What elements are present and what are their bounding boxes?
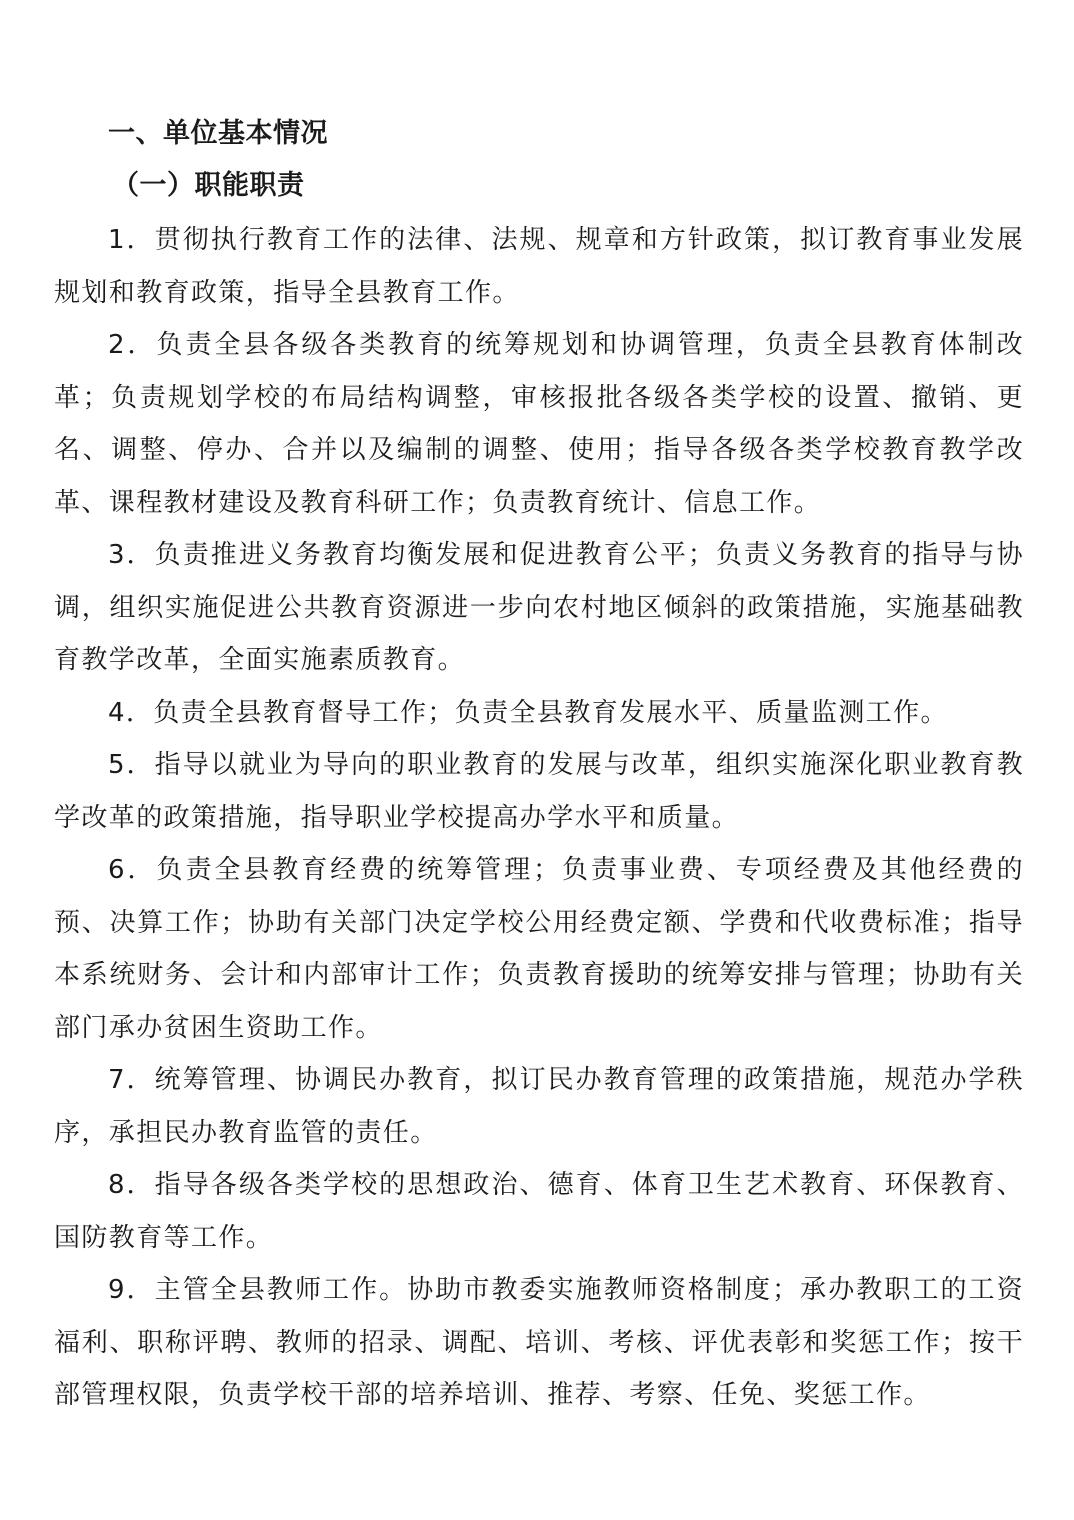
duty-item-4: 4．负责全县教育督导工作；负责全县教育发展水平、质量监测工作。 (108, 697, 948, 728)
section-heading: 一、单位基本情况 (108, 118, 328, 149)
duty-item-1: 1．贯彻执行教育工作的法律、法规、规章和方针政策，拟订教育事业发展规划和教育政策，指导全县教育工作。 (54, 225, 1024, 308)
duty-item-5: 5．指导以就业为导向的职业教育的发展与改革，组织实施深化职业教育教学改革的政策措施，指导职业学校提高办学水平和质量。 (54, 750, 1024, 833)
document-body (54, 108, 1024, 1422)
duty-item-7: 7．统筹管理、协调民办教育，拟订民办教育管理的政策措施，规范办学秩序，承担民办教育监管的责任。 (54, 1065, 1024, 1148)
subsection-heading: （一）职能职责 (112, 170, 305, 201)
duty-item-2: 2．负责全县各级各类教育的统筹规划和协调管理，负责全县教育体制改革；负责规划学校的布局结构调整，审核报批各级各类学校的设置、撤销、更名、调整、停办、合并以及编制的调整、使用；指导各级各类学校教育教学改革、课程教材建设及教育科研工作；负责教育统计、信息工作。 (54, 330, 1024, 518)
duty-item-3: 3．负责推进义务教育均衡发展和促进教育公平；负责义务教育的指导与协调，组织实施促进公共教育资源进一步向农村地区倾斜的政策措施，实施基础教育教学改革，全面实施素质教育。 (54, 540, 1024, 675)
duty-item-8: 8．指导各级各类学校的思想政治、德育、体育卫生艺术教育、环保教育、国防教育等工作。 (54, 1170, 1024, 1253)
duty-item-6: 6．负责全县教育经费的统筹管理；负责事业费、专项经费及其他经费的预、决算工作；协助有关部门决定学校公用经费定额、学费和代收费标准；指导本系统财务、会计和内部审计工作；负责教育援助的统筹安排与管理；协助有关部门承办贫困生资助工作。 (54, 855, 1024, 1043)
duty-item-9: 9．主管全县教师工作。协助市教委实施教师资格制度；承办教职工的工资福利、职称评聘、教师的招录、调配、培训、考核、评优表彰和奖惩工作；按干部管理权限，负责学校干部的培养培训、推荐、考察、任免、奖惩工作。 (54, 1275, 1024, 1410)
